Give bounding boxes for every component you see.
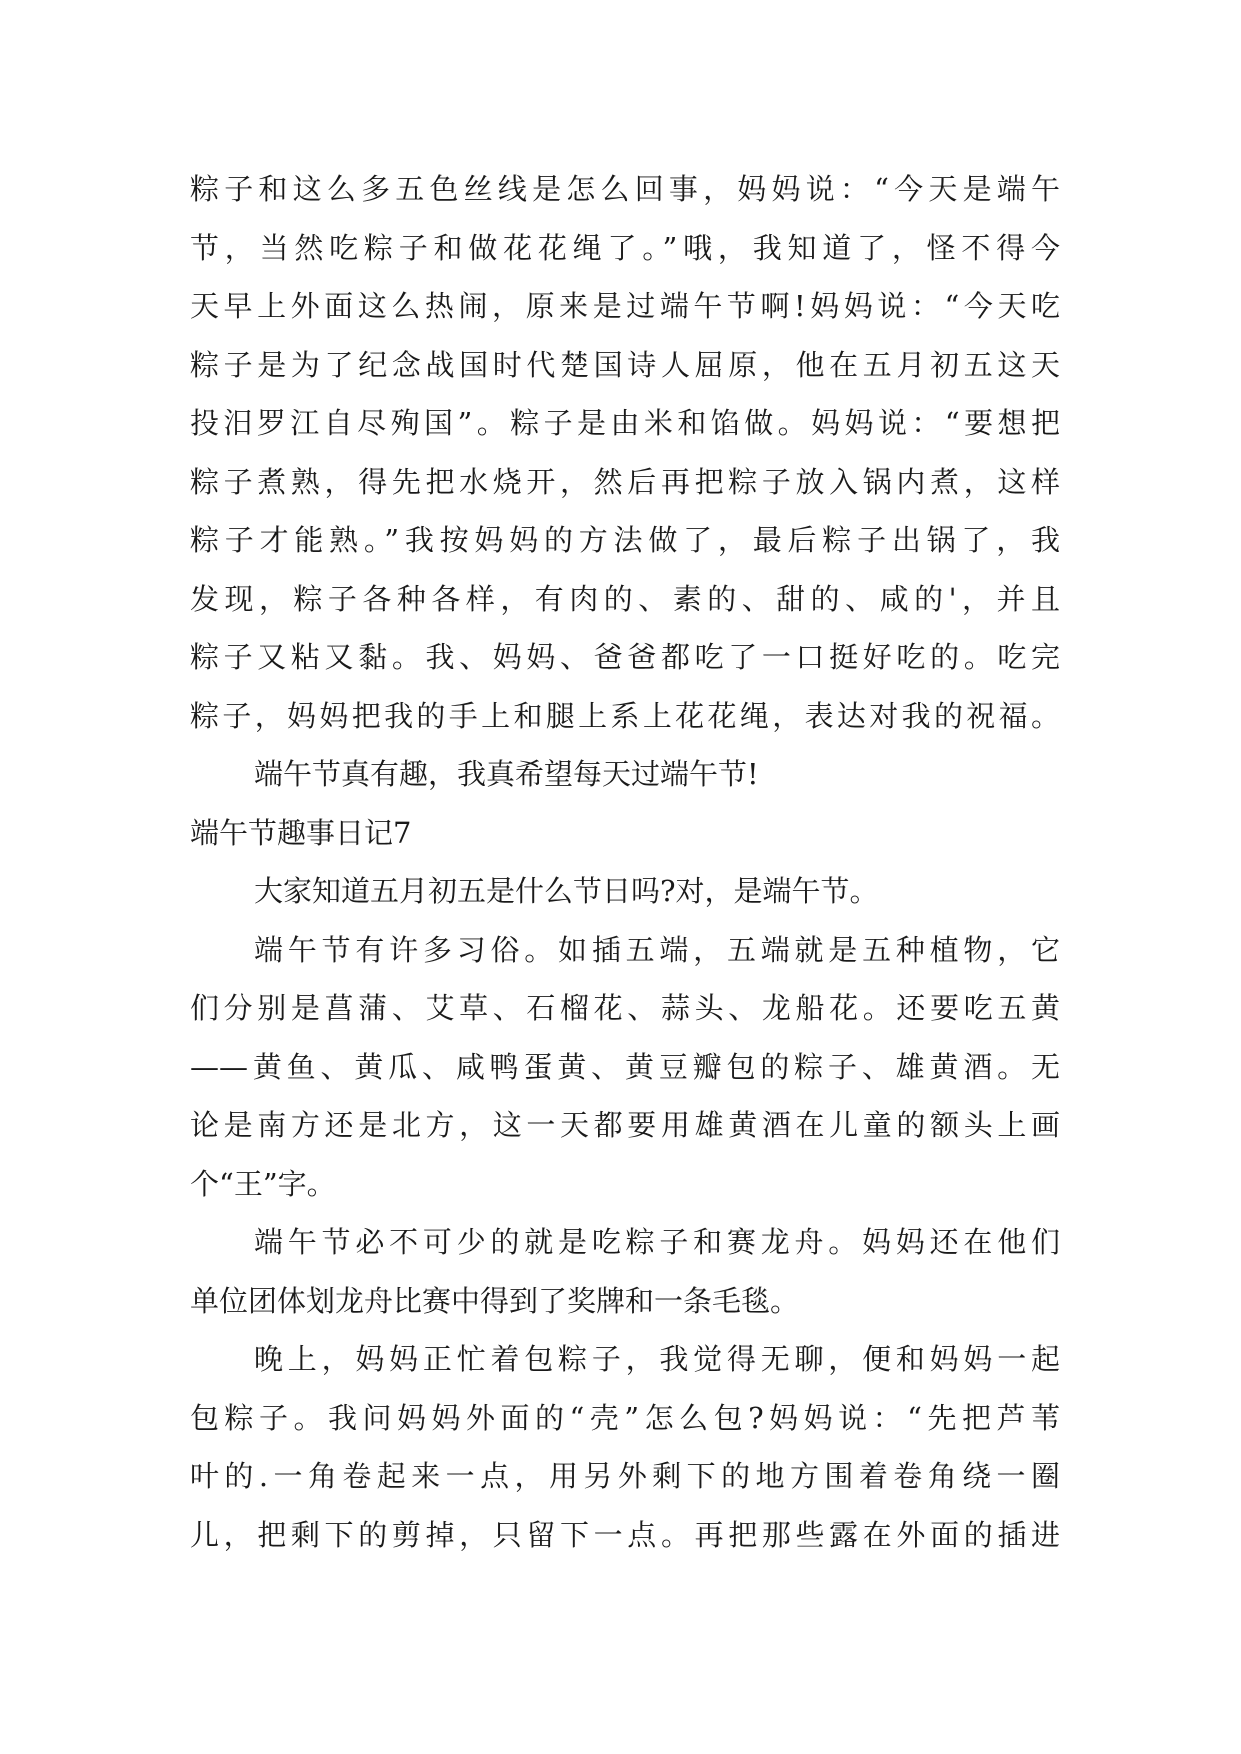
section-heading: 端午节趣事日记7 bbox=[190, 815, 412, 850]
text-line: 晚上，妈妈正忙着包粽子，我觉得无聊，便和妈妈一起 bbox=[254, 1342, 1060, 1376]
text-line: 们分别是菖蒲、艾草、石榴花、蒜头、龙船花。还要吃五黄 bbox=[190, 991, 1060, 1025]
text-line: 儿，把剩下的剪掉，只留下一点。再把那些露在外面的插进 bbox=[190, 1517, 1060, 1552]
text-line: 粽子又粘又黏。我、妈妈、爸爸都吃了一口挺好吃的。吃完 bbox=[190, 640, 1060, 674]
text-line: 粽子才能熟。”我按妈妈的方法做了，最后粽子出锅了，我 bbox=[190, 523, 1060, 557]
text-line: 天早上外面这么热闹，原来是过端午节啊!妈妈说：“今天吃 bbox=[190, 289, 1060, 323]
text-line: 叶的.一角卷起来一点，用另外剩下的地方围着卷角绕一圈 bbox=[190, 1459, 1060, 1493]
text-line: 投汨罗江自尽殉国”。粽子是由米和馅做。妈妈说：“要想把 bbox=[190, 406, 1060, 440]
text-line: 大家知道五月初五是什么节日吗?对，是端午节。 bbox=[254, 874, 879, 908]
text-line: 论是南方还是北方，这一天都要用雄黄酒在儿童的额头上画 bbox=[190, 1108, 1060, 1142]
text-line: 发现，粽子各种各样，有肉的、素的、甜的、咸的'，并且 bbox=[190, 581, 1060, 616]
text-line: 粽子是为了纪念战国时代楚国诗人屈原，他在五月初五这天 bbox=[190, 347, 1060, 382]
text-line: 端午节有许多习俗。如插五端，五端就是五种植物，它 bbox=[254, 932, 1060, 967]
text-line: 粽子煮熟，得先把水烧开，然后再把粽子放入锅内煮，这样 bbox=[190, 464, 1060, 499]
text-line: 端午节真有趣，我真希望每天过端午节! bbox=[254, 757, 759, 791]
text-line: 粽子，妈妈把我的手上和腿上系上花花绳，表达对我的祝福。 bbox=[190, 698, 1060, 733]
text-line: 包粽子。我问妈妈外面的“壳”怎么包?妈妈说：“先把芦苇 bbox=[190, 1400, 1060, 1435]
text-line: ——黄鱼、黄瓜、咸鸭蛋黄、黄豆瓣包的粽子、雄黄酒。无 bbox=[190, 1049, 1060, 1084]
text-line: 节，当然吃粽子和做花花绳了。”哦，我知道了，怪不得今 bbox=[190, 230, 1060, 265]
text-line: 个“王”字。 bbox=[190, 1166, 336, 1201]
text-line: 粽子和这么多五色丝线是怎么回事，妈妈说：“今天是端午 bbox=[190, 172, 1060, 206]
text-line: 单位团体划龙舟比赛中得到了奖牌和一条毛毯。 bbox=[190, 1283, 800, 1318]
document-body bbox=[190, 160, 1060, 1564]
text-line: 端午节必不可少的就是吃粽子和赛龙舟。妈妈还在他们 bbox=[254, 1225, 1060, 1259]
